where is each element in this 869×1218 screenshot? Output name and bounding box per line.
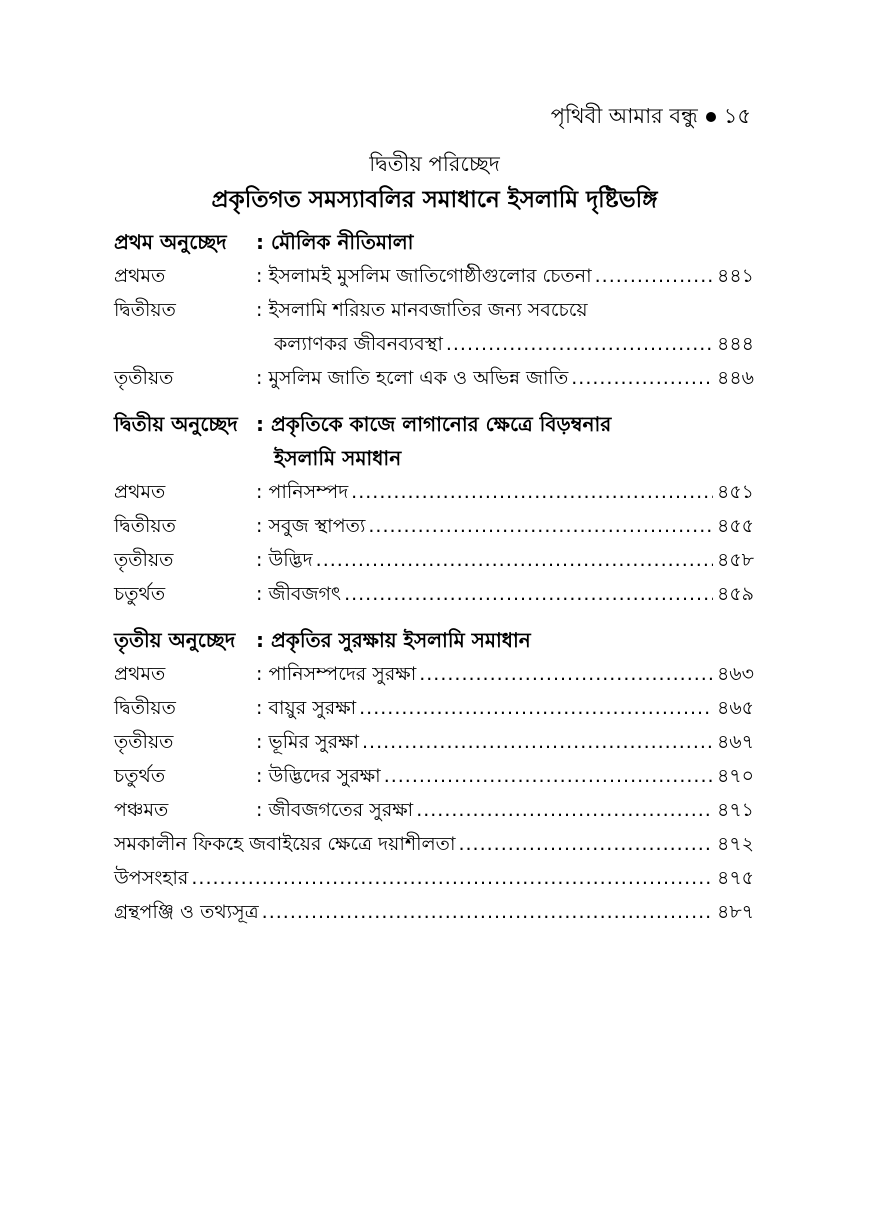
entry-label: চতুর্থত xyxy=(114,583,166,605)
toc-entry xyxy=(114,512,754,546)
toc-entry xyxy=(114,898,754,932)
entry-label: পঞ্চমত xyxy=(114,799,169,821)
toc-entry xyxy=(114,660,754,694)
dot-leader xyxy=(416,799,713,821)
section-title: : প্রকৃতিকে কাজে লাগানোর ক্ষেত্রে বিড়ম্বনার xyxy=(256,412,612,436)
entry-title: : মুসলিম জাতি হলো এক ও অভিন্ন জাতি xyxy=(256,367,569,389)
entry-label: চতুর্থত xyxy=(114,765,166,787)
dot-leader xyxy=(595,265,713,287)
entry-label: দ্বিতীয়ত xyxy=(114,299,176,321)
entry-page: ৪৬৫ xyxy=(716,697,754,719)
section-title-continued: ইসলামি সমাধান xyxy=(274,446,402,470)
dot-leader xyxy=(446,333,713,355)
entry-label: তৃতীয়ত xyxy=(114,549,174,571)
section-label: তৃতীয় অনুচ্ছেদ xyxy=(114,628,236,652)
entry-title: : বায়ুর সুরক্ষা xyxy=(256,697,357,719)
entry-label: তৃতীয়ত xyxy=(114,367,174,389)
section-title: : প্রকৃতির সুরক্ষায় ইসলামি সমাধান xyxy=(256,628,531,652)
running-header xyxy=(551,100,751,135)
toc-entry xyxy=(114,864,754,898)
toc-entry xyxy=(114,546,754,580)
running-title: পৃথিবী আমার বন্ধু xyxy=(550,104,698,128)
dot-leader xyxy=(191,867,713,889)
toc-entry xyxy=(114,364,754,398)
entry-title-continued: কল্যাণকর জীবনব্যবস্থা xyxy=(274,333,443,355)
entry-label: দ্বিতীয়ত xyxy=(114,697,176,719)
entry-page: ৪৭৫ xyxy=(716,867,754,889)
dot-leader xyxy=(571,367,713,389)
dot-leader xyxy=(362,731,713,753)
dot-leader xyxy=(368,515,713,537)
dot-leader xyxy=(419,663,713,685)
entry-page: ৪৬৩ xyxy=(716,663,754,685)
entry-page: ৪৫১ xyxy=(717,481,754,503)
toc-section-heading xyxy=(114,228,754,262)
section-title: : মৌলিক নীতিমালা xyxy=(256,230,414,254)
entry-page: ৪৭২ xyxy=(716,833,754,855)
entry-page: ৪৪৬ xyxy=(716,367,754,389)
entry-title: : জীবজগতের সুরক্ষা xyxy=(256,799,414,821)
toc-entry xyxy=(114,762,754,796)
entry-title: : উদ্ভিদ xyxy=(256,549,313,571)
toc-entry-continuation xyxy=(114,330,754,364)
entry-label: প্রথমত xyxy=(114,265,166,287)
toc-section-heading xyxy=(114,410,754,444)
entry-page: ৪৭০ xyxy=(716,765,754,787)
bullet-icon xyxy=(706,112,716,122)
dot-leader xyxy=(359,697,713,719)
entry-title: : জীবজগৎ xyxy=(256,583,342,605)
dot-leader xyxy=(458,833,713,855)
entry-title: সমকালীন ফিকহে জবাইয়ের ক্ষেত্রে দয়াশীলতা xyxy=(114,833,456,855)
dot-leader xyxy=(262,901,713,923)
entry-title: গ্রন্থপঞ্জি ও তথ্যসূত্র xyxy=(114,901,259,923)
entry-title: : উদ্ভিদের সুরক্ষা xyxy=(256,765,381,787)
entry-page: ৪৮৭ xyxy=(716,901,754,923)
entry-page: ৪৫৮ xyxy=(717,549,754,571)
entry-page: ৪৪৪ xyxy=(717,333,754,355)
entry-label: প্রথমত xyxy=(114,663,166,685)
entry-title: : পানিসম্পদের সুরক্ষা xyxy=(256,663,417,685)
toc-entry xyxy=(114,796,754,830)
entry-label: প্রথমত xyxy=(114,481,166,503)
entry-title: : ভূমির সুরক্ষা xyxy=(256,731,359,753)
toc-entry xyxy=(114,580,754,614)
entry-title: : সবুজ স্থাপত্য xyxy=(256,515,366,537)
entry-page: ৪৪১ xyxy=(717,265,754,287)
chapter-label: দ্বিতীয় পরিচ্ছেদ xyxy=(369,152,500,176)
toc-section-heading xyxy=(114,626,754,660)
toc-entry xyxy=(114,694,754,728)
dot-leader xyxy=(351,481,713,503)
section-label: প্রথম অনুচ্ছেদ xyxy=(114,230,227,254)
entry-page: ৪৬৭ xyxy=(716,731,754,753)
entry-title: : পানিসম্পদ xyxy=(256,481,349,503)
toc-entry xyxy=(114,262,754,296)
dot-leader xyxy=(316,549,713,571)
entry-title: উপসংহার xyxy=(114,867,189,889)
entry-page: ৪৭১ xyxy=(716,799,754,821)
entry-title: : ইসলামি শরিয়ত মানবজাতির জন্য সবচেয়ে xyxy=(256,299,588,321)
dot-leader xyxy=(344,583,713,605)
toc-entry xyxy=(114,478,754,512)
dot-leader xyxy=(384,765,713,787)
section-label: দ্বিতীয় অনুচ্ছেদ xyxy=(114,412,238,436)
toc-entry xyxy=(114,728,754,762)
entry-page: ৪৫৫ xyxy=(717,515,754,537)
entry-page: ৪৫৯ xyxy=(717,583,754,605)
page-number: ১৫ xyxy=(723,104,751,128)
toc-entry xyxy=(114,296,754,330)
chapter-title: প্রকৃতিগত সমস্যাবলির সমাধানে ইসলামি দৃষ্টিভঙ্গি xyxy=(211,187,658,213)
entry-label: দ্বিতীয়ত xyxy=(114,515,176,537)
toc-section-heading-continuation xyxy=(114,444,754,478)
entry-title: : ইসলামই মুসলিম জাতিগোষ্ঠীগুলোর চেতনা xyxy=(256,265,592,287)
entry-label: তৃতীয়ত xyxy=(114,731,174,753)
table-of-contents xyxy=(114,228,754,932)
toc-entry xyxy=(114,830,754,864)
